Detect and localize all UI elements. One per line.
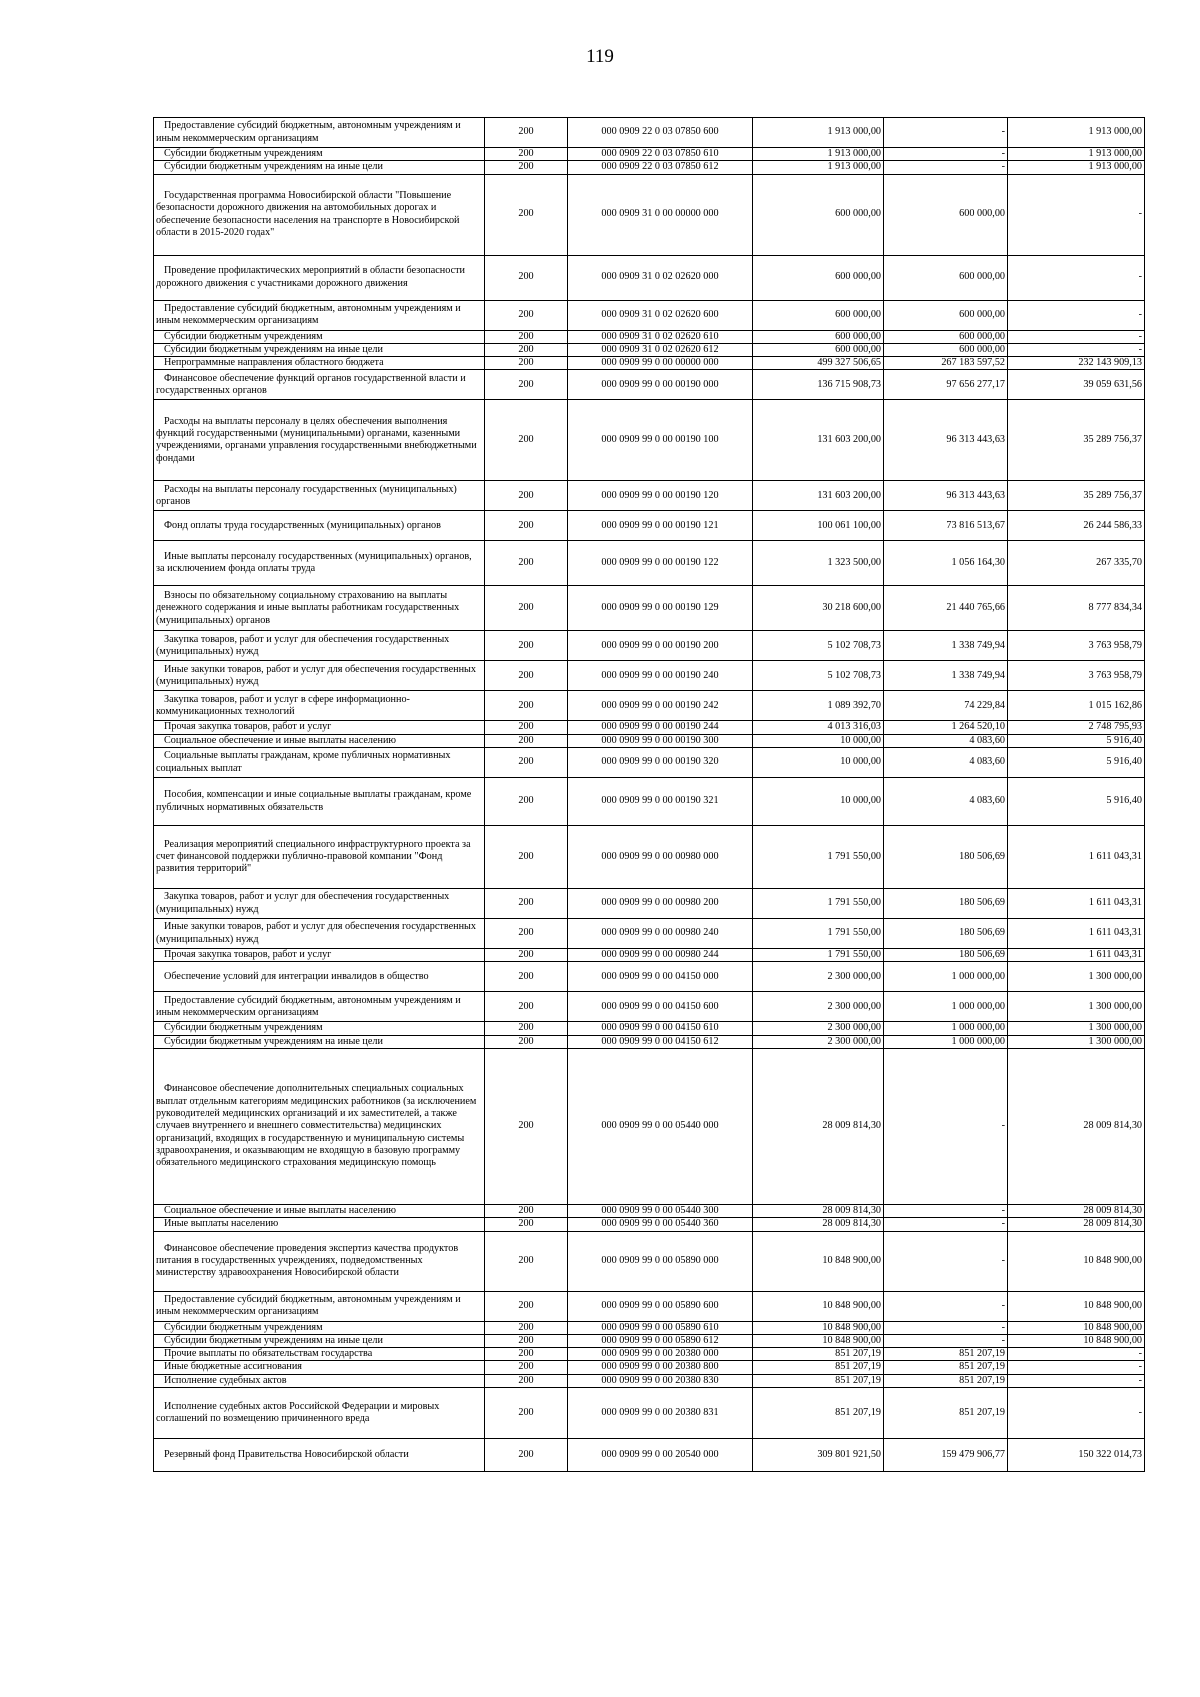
- row-amount-remaining-cell: -: [1008, 1361, 1145, 1374]
- row-amount-plan-cell: 131 603 200,00: [753, 481, 884, 511]
- row-name-cell: Иные бюджетные ассигнования: [154, 1361, 485, 1374]
- row-classification-cell: 000 0909 99 0 00 00190 000: [568, 370, 753, 400]
- row-amount-remaining-cell: 1 300 000,00: [1008, 962, 1145, 992]
- row-code-cell: 200: [485, 1022, 568, 1035]
- row-amount-plan-cell: 600 000,00: [753, 174, 884, 255]
- row-amount-plan-cell: 10 848 900,00: [753, 1231, 884, 1291]
- row-amount-remaining-cell: 5 916,40: [1008, 734, 1145, 747]
- row-name-cell: Финансовое обеспечение проведения экспертиз качества продуктов питания в государственных учреждениях, подведомственных министерству здравоохранения Новосибирской области: [154, 1231, 485, 1291]
- row-classification-cell: 000 0909 99 0 00 05440 000: [568, 1048, 753, 1204]
- row-amount-remaining-cell: 35 289 756,37: [1008, 400, 1145, 481]
- row-amount-plan-cell: 5 102 708,73: [753, 631, 884, 661]
- row-name-cell: Исполнение судебных актов Российской Федерации и мировых соглашений по возмещению причиненного вреда: [154, 1388, 485, 1439]
- row-amount-plan-cell: 28 009 814,30: [753, 1218, 884, 1231]
- row-code-cell: 200: [485, 481, 568, 511]
- row-classification-cell: 000 0909 99 0 00 00190 300: [568, 734, 753, 747]
- row-code-cell: 200: [485, 161, 568, 174]
- table-row: [154, 161, 1145, 174]
- row-amount-remaining-cell: 5 916,40: [1008, 748, 1145, 778]
- row-code-cell: 200: [485, 1439, 568, 1472]
- row-code-cell: 200: [485, 1321, 568, 1334]
- table-row: [154, 1218, 1145, 1231]
- row-classification-cell: 000 0909 99 0 00 00190 122: [568, 541, 753, 586]
- row-amount-remaining-cell: 1 300 000,00: [1008, 1035, 1145, 1048]
- row-amount-plan-cell: 131 603 200,00: [753, 400, 884, 481]
- row-amount-executed-cell: 600 000,00: [884, 174, 1008, 255]
- table-row: [154, 1048, 1145, 1204]
- row-amount-executed-cell: 1 056 164,30: [884, 541, 1008, 586]
- row-amount-remaining-cell: 28 009 814,30: [1008, 1204, 1145, 1217]
- row-amount-plan-cell: 600 000,00: [753, 343, 884, 356]
- row-amount-remaining-cell: 1 611 043,31: [1008, 889, 1145, 919]
- row-code-cell: 200: [485, 949, 568, 962]
- row-name-cell: Финансовое обеспечение функций органов государственной власти и государственных органов: [154, 370, 485, 400]
- row-amount-plan-cell: 1 913 000,00: [753, 161, 884, 174]
- row-amount-remaining-cell: 1 913 000,00: [1008, 118, 1145, 148]
- table-row: [154, 370, 1145, 400]
- table-row: [154, 330, 1145, 343]
- row-name-cell: Социальные выплаты гражданам, кроме публичных нормативных социальных выплат: [154, 748, 485, 778]
- table-row: [154, 826, 1145, 889]
- table-row: [154, 748, 1145, 778]
- table-row: [154, 1321, 1145, 1334]
- row-classification-cell: 000 0909 99 0 00 00190 242: [568, 691, 753, 721]
- row-amount-plan-cell: 136 715 908,73: [753, 370, 884, 400]
- row-classification-cell: 000 0909 99 0 00 05440 360: [568, 1218, 753, 1231]
- row-name-cell: Иные выплаты персоналу государственных (муниципальных) органов, за исключением фонда оплаты труда: [154, 541, 485, 586]
- row-amount-remaining-cell: -: [1008, 300, 1145, 330]
- row-amount-plan-cell: 1 913 000,00: [753, 118, 884, 148]
- row-code-cell: 200: [485, 721, 568, 734]
- row-amount-remaining-cell: 1 611 043,31: [1008, 826, 1145, 889]
- row-amount-plan-cell: 1 323 500,00: [753, 541, 884, 586]
- row-name-cell: Проведение профилактических мероприятий в области безопасности дорожного движения с участниками дорожного движения: [154, 255, 485, 300]
- row-classification-cell: 000 0909 99 0 00 00000 000: [568, 357, 753, 370]
- row-code-cell: 200: [485, 148, 568, 161]
- row-code-cell: 200: [485, 586, 568, 631]
- row-amount-remaining-cell: 1 611 043,31: [1008, 919, 1145, 949]
- row-amount-executed-cell: -: [884, 118, 1008, 148]
- row-classification-cell: 000 0909 31 0 02 02620 610: [568, 330, 753, 343]
- table-row: [154, 962, 1145, 992]
- row-code-cell: 200: [485, 541, 568, 586]
- row-amount-remaining-cell: 2 748 795,93: [1008, 721, 1145, 734]
- row-amount-plan-cell: 28 009 814,30: [753, 1048, 884, 1204]
- row-name-cell: Резервный фонд Правительства Новосибирской области: [154, 1439, 485, 1472]
- row-amount-remaining-cell: 35 289 756,37: [1008, 481, 1145, 511]
- row-amount-remaining-cell: -: [1008, 330, 1145, 343]
- row-code-cell: 200: [485, 919, 568, 949]
- row-classification-cell: 000 0909 22 0 03 07850 612: [568, 161, 753, 174]
- row-amount-remaining-cell: 3 763 958,79: [1008, 661, 1145, 691]
- table-row: [154, 357, 1145, 370]
- row-amount-plan-cell: 2 300 000,00: [753, 1022, 884, 1035]
- row-amount-plan-cell: 1 791 550,00: [753, 949, 884, 962]
- row-amount-executed-cell: 159 479 906,77: [884, 1439, 1008, 1472]
- row-amount-executed-cell: -: [884, 1334, 1008, 1347]
- row-name-cell: Иные выплаты населению: [154, 1218, 485, 1231]
- row-amount-remaining-cell: -: [1008, 1348, 1145, 1361]
- row-amount-plan-cell: 1 791 550,00: [753, 889, 884, 919]
- row-name-cell: Реализация мероприятий специального инфраструктурного проекта за счет финансовой поддержки публично-правовой компании "Фонд развития территорий": [154, 826, 485, 889]
- row-amount-remaining-cell: 1 913 000,00: [1008, 148, 1145, 161]
- row-code-cell: 200: [485, 962, 568, 992]
- table-row: [154, 778, 1145, 826]
- row-classification-cell: 000 0909 22 0 03 07850 610: [568, 148, 753, 161]
- table-row: [154, 1374, 1145, 1387]
- row-code-cell: 200: [485, 748, 568, 778]
- table-row: [154, 1439, 1145, 1472]
- row-amount-plan-cell: 1 791 550,00: [753, 919, 884, 949]
- table-row: [154, 300, 1145, 330]
- row-amount-plan-cell: 10 848 900,00: [753, 1321, 884, 1334]
- row-name-cell: Субсидии бюджетным учреждениям на иные цели: [154, 1035, 485, 1048]
- row-amount-executed-cell: -: [884, 1218, 1008, 1231]
- row-name-cell: Предоставление субсидий бюджетным, автономным учреждениям и иным некоммерческим организациям: [154, 1291, 485, 1321]
- row-amount-plan-cell: 100 061 100,00: [753, 511, 884, 541]
- row-amount-remaining-cell: 10 848 900,00: [1008, 1291, 1145, 1321]
- row-classification-cell: 000 0909 99 0 00 20380 800: [568, 1361, 753, 1374]
- row-classification-cell: 000 0909 99 0 00 00980 244: [568, 949, 753, 962]
- table-row: [154, 1361, 1145, 1374]
- row-name-cell: Обеспечение условий для интеграции инвалидов в общество: [154, 962, 485, 992]
- row-amount-plan-cell: 600 000,00: [753, 255, 884, 300]
- row-classification-cell: 000 0909 99 0 00 05440 300: [568, 1204, 753, 1217]
- row-amount-executed-cell: 1 338 749,94: [884, 661, 1008, 691]
- row-amount-executed-cell: -: [884, 1204, 1008, 1217]
- row-name-cell: Прочая закупка товаров, работ и услуг: [154, 721, 485, 734]
- row-name-cell: Предоставление субсидий бюджетным, автономным учреждениям и иным некоммерческим организациям: [154, 992, 485, 1022]
- row-name-cell: Закупка товаров, работ и услуг для обеспечения государственных (муниципальных) нужд: [154, 889, 485, 919]
- row-name-cell: Социальное обеспечение и иные выплаты населению: [154, 734, 485, 747]
- row-classification-cell: 000 0909 99 0 00 20540 000: [568, 1439, 753, 1472]
- row-name-cell: Иные закупки товаров, работ и услуг для обеспечения государственных (муниципальных) нужд: [154, 919, 485, 949]
- row-amount-remaining-cell: -: [1008, 1374, 1145, 1387]
- row-amount-plan-cell: 499 327 506,65: [753, 357, 884, 370]
- table-row: [154, 1291, 1145, 1321]
- row-code-cell: 200: [485, 734, 568, 747]
- row-name-cell: Фонд оплаты труда государственных (муниципальных) органов: [154, 511, 485, 541]
- row-name-cell: Субсидии бюджетным учреждениям на иные цели: [154, 161, 485, 174]
- row-amount-executed-cell: 600 000,00: [884, 330, 1008, 343]
- row-name-cell: Закупка товаров, работ и услуг для обеспечения государственных (муниципальных) нужд: [154, 631, 485, 661]
- row-classification-cell: 000 0909 22 0 03 07850 600: [568, 118, 753, 148]
- row-amount-remaining-cell: 10 848 900,00: [1008, 1231, 1145, 1291]
- row-classification-cell: 000 0909 99 0 00 00980 000: [568, 826, 753, 889]
- table-row: [154, 734, 1145, 747]
- row-amount-executed-cell: 1 000 000,00: [884, 962, 1008, 992]
- row-amount-executed-cell: -: [884, 1321, 1008, 1334]
- row-amount-remaining-cell: 267 335,70: [1008, 541, 1145, 586]
- row-classification-cell: 000 0909 99 0 00 04150 610: [568, 1022, 753, 1035]
- row-amount-plan-cell: 2 300 000,00: [753, 992, 884, 1022]
- table-row: [154, 1348, 1145, 1361]
- table-row: [154, 889, 1145, 919]
- row-amount-executed-cell: 851 207,19: [884, 1348, 1008, 1361]
- row-name-cell: Пособия, компенсации и иные социальные выплаты гражданам, кроме публичных нормативных обязательств: [154, 778, 485, 826]
- row-name-cell: Закупка товаров, работ и услуг в сфере информационно-коммуникационных технологий: [154, 691, 485, 721]
- row-classification-cell: 000 0909 99 0 00 04150 600: [568, 992, 753, 1022]
- row-code-cell: 200: [485, 1231, 568, 1291]
- row-amount-executed-cell: 96 313 443,63: [884, 400, 1008, 481]
- table-row: [154, 118, 1145, 148]
- row-name-cell: Расходы на выплаты персоналу государственных (муниципальных) органов: [154, 481, 485, 511]
- row-amount-executed-cell: 1 000 000,00: [884, 1022, 1008, 1035]
- row-name-cell: Субсидии бюджетным учреждениям на иные цели: [154, 343, 485, 356]
- row-code-cell: 200: [485, 330, 568, 343]
- row-amount-plan-cell: 5 102 708,73: [753, 661, 884, 691]
- row-classification-cell: 000 0909 99 0 00 00190 129: [568, 586, 753, 631]
- row-name-cell: Предоставление субсидий бюджетным, автономным учреждениям и иным некоммерческим организациям: [154, 300, 485, 330]
- row-amount-executed-cell: 180 506,69: [884, 949, 1008, 962]
- row-amount-executed-cell: 180 506,69: [884, 826, 1008, 889]
- table-row: [154, 148, 1145, 161]
- row-amount-remaining-cell: 28 009 814,30: [1008, 1218, 1145, 1231]
- table-row: [154, 1388, 1145, 1439]
- row-amount-plan-cell: 4 013 316,03: [753, 721, 884, 734]
- row-classification-cell: 000 0909 99 0 00 00980 200: [568, 889, 753, 919]
- row-amount-plan-cell: 600 000,00: [753, 300, 884, 330]
- table-row: [154, 1231, 1145, 1291]
- table-row: [154, 481, 1145, 511]
- row-amount-remaining-cell: -: [1008, 255, 1145, 300]
- row-amount-plan-cell: 309 801 921,50: [753, 1439, 884, 1472]
- row-code-cell: 200: [485, 511, 568, 541]
- row-amount-executed-cell: 4 083,60: [884, 778, 1008, 826]
- row-amount-plan-cell: 851 207,19: [753, 1374, 884, 1387]
- row-amount-executed-cell: 1 338 749,94: [884, 631, 1008, 661]
- row-code-cell: 200: [485, 1374, 568, 1387]
- row-classification-cell: 000 0909 99 0 00 20380 000: [568, 1348, 753, 1361]
- row-amount-executed-cell: 73 816 513,67: [884, 511, 1008, 541]
- row-classification-cell: 000 0909 99 0 00 00190 120: [568, 481, 753, 511]
- table-row: [154, 1035, 1145, 1048]
- row-code-cell: 200: [485, 118, 568, 148]
- row-classification-cell: 000 0909 31 0 02 02620 000: [568, 255, 753, 300]
- row-amount-remaining-cell: 10 848 900,00: [1008, 1321, 1145, 1334]
- row-code-cell: 200: [485, 1348, 568, 1361]
- row-amount-remaining-cell: -: [1008, 174, 1145, 255]
- table-row: [154, 511, 1145, 541]
- row-amount-plan-cell: 1 791 550,00: [753, 826, 884, 889]
- table-row: [154, 541, 1145, 586]
- row-amount-plan-cell: 1 913 000,00: [753, 148, 884, 161]
- row-code-cell: 200: [485, 1334, 568, 1347]
- row-classification-cell: 000 0909 99 0 00 00190 100: [568, 400, 753, 481]
- row-code-cell: 200: [485, 357, 568, 370]
- row-amount-executed-cell: 600 000,00: [884, 255, 1008, 300]
- table-row: [154, 174, 1145, 255]
- row-amount-executed-cell: 1 000 000,00: [884, 1035, 1008, 1048]
- row-code-cell: 200: [485, 778, 568, 826]
- row-code-cell: 200: [485, 1291, 568, 1321]
- row-classification-cell: 000 0909 99 0 00 00190 240: [568, 661, 753, 691]
- row-code-cell: 200: [485, 992, 568, 1022]
- table-row: [154, 255, 1145, 300]
- row-name-cell: Финансовое обеспечение дополнительных специальных социальных выплат отдельным категориям медицинских работников (за исключением руководителей медицинских организаций и их заместителей, а также случаев внутреннего и внешнего совместительства) медицинских организаций, входящих в государственную и муниципальную системы здравоохранения, и оказывающим не входящую в базовую программу обязательного медицинского страхования медицинскую помощь: [154, 1048, 485, 1204]
- row-name-cell: Непрограммные направления областного бюджета: [154, 357, 485, 370]
- row-amount-remaining-cell: -: [1008, 343, 1145, 356]
- table-row: [154, 400, 1145, 481]
- row-name-cell: Прочая закупка товаров, работ и услуг: [154, 949, 485, 962]
- row-name-cell: Социальное обеспечение и иные выплаты населению: [154, 1204, 485, 1217]
- row-classification-cell: 000 0909 99 0 00 05890 000: [568, 1231, 753, 1291]
- table-row: [154, 949, 1145, 962]
- row-amount-executed-cell: -: [884, 161, 1008, 174]
- row-code-cell: 200: [485, 691, 568, 721]
- row-amount-plan-cell: 1 089 392,70: [753, 691, 884, 721]
- table-row: [154, 661, 1145, 691]
- row-amount-remaining-cell: 150 322 014,73: [1008, 1439, 1145, 1472]
- row-amount-executed-cell: 4 083,60: [884, 734, 1008, 747]
- row-name-cell: Прочие выплаты по обязательствам государства: [154, 1348, 485, 1361]
- row-amount-plan-cell: 10 000,00: [753, 778, 884, 826]
- row-name-cell: Исполнение судебных актов: [154, 1374, 485, 1387]
- row-code-cell: 200: [485, 1218, 568, 1231]
- row-amount-executed-cell: 97 656 277,17: [884, 370, 1008, 400]
- row-amount-remaining-cell: 1 300 000,00: [1008, 1022, 1145, 1035]
- row-classification-cell: 000 0909 99 0 00 00190 244: [568, 721, 753, 734]
- row-classification-cell: 000 0909 99 0 00 05890 600: [568, 1291, 753, 1321]
- row-amount-executed-cell: 21 440 765,66: [884, 586, 1008, 631]
- row-amount-remaining-cell: 10 848 900,00: [1008, 1334, 1145, 1347]
- row-amount-plan-cell: 10 000,00: [753, 748, 884, 778]
- row-amount-executed-cell: 851 207,19: [884, 1361, 1008, 1374]
- row-classification-cell: 000 0909 99 0 00 20380 830: [568, 1374, 753, 1387]
- table-row: [154, 919, 1145, 949]
- page-number: 119: [586, 46, 614, 67]
- row-amount-remaining-cell: 1 300 000,00: [1008, 992, 1145, 1022]
- row-amount-plan-cell: 30 218 600,00: [753, 586, 884, 631]
- row-amount-plan-cell: 28 009 814,30: [753, 1204, 884, 1217]
- row-amount-remaining-cell: 1 611 043,31: [1008, 949, 1145, 962]
- row-amount-remaining-cell: 8 777 834,34: [1008, 586, 1145, 631]
- row-code-cell: 200: [485, 826, 568, 889]
- row-classification-cell: 000 0909 31 0 02 02620 600: [568, 300, 753, 330]
- budget-table: [153, 117, 1145, 1472]
- table-row: [154, 343, 1145, 356]
- table-row: [154, 1334, 1145, 1347]
- row-name-cell: Субсидии бюджетным учреждениям: [154, 148, 485, 161]
- row-amount-remaining-cell: -: [1008, 1388, 1145, 1439]
- row-name-cell: Иные закупки товаров, работ и услуг для обеспечения государственных (муниципальных) нужд: [154, 661, 485, 691]
- row-code-cell: 200: [485, 631, 568, 661]
- row-code-cell: 200: [485, 1361, 568, 1374]
- row-classification-cell: 000 0909 31 0 00 00000 000: [568, 174, 753, 255]
- row-amount-executed-cell: 180 506,69: [884, 919, 1008, 949]
- row-name-cell: Субсидии бюджетным учреждениям: [154, 1321, 485, 1334]
- row-amount-remaining-cell: 26 244 586,33: [1008, 511, 1145, 541]
- row-name-cell: Государственная программа Новосибирской области "Повышение безопасности дорожного движения на автомобильных дорогах и обеспечение безопасности населения на транспорте в Новосибирской области в 2015-2020 годах": [154, 174, 485, 255]
- row-amount-remaining-cell: 28 009 814,30: [1008, 1048, 1145, 1204]
- row-amount-executed-cell: 851 207,19: [884, 1374, 1008, 1387]
- budget-table-body: [154, 118, 1145, 1472]
- row-amount-remaining-cell: 232 143 909,13: [1008, 357, 1145, 370]
- row-classification-cell: 000 0909 99 0 00 20380 831: [568, 1388, 753, 1439]
- row-code-cell: 200: [485, 1388, 568, 1439]
- row-amount-executed-cell: -: [884, 1048, 1008, 1204]
- row-classification-cell: 000 0909 99 0 00 00190 200: [568, 631, 753, 661]
- row-amount-plan-cell: 10 848 900,00: [753, 1291, 884, 1321]
- row-classification-cell: 000 0909 99 0 00 00190 121: [568, 511, 753, 541]
- row-amount-plan-cell: 851 207,19: [753, 1348, 884, 1361]
- row-amount-plan-cell: 2 300 000,00: [753, 1035, 884, 1048]
- row-classification-cell: 000 0909 31 0 02 02620 612: [568, 343, 753, 356]
- row-amount-plan-cell: 600 000,00: [753, 330, 884, 343]
- row-code-cell: 200: [485, 1204, 568, 1217]
- row-name-cell: Предоставление субсидий бюджетным, автономным учреждениям и иным некоммерческим организациям: [154, 118, 485, 148]
- row-amount-plan-cell: 10 848 900,00: [753, 1334, 884, 1347]
- row-name-cell: Субсидии бюджетным учреждениям: [154, 1022, 485, 1035]
- row-amount-executed-cell: 1 264 520,10: [884, 721, 1008, 734]
- row-amount-plan-cell: 2 300 000,00: [753, 962, 884, 992]
- row-classification-cell: 000 0909 99 0 00 00190 320: [568, 748, 753, 778]
- row-classification-cell: 000 0909 99 0 00 00980 240: [568, 919, 753, 949]
- row-amount-executed-cell: -: [884, 1231, 1008, 1291]
- row-classification-cell: 000 0909 99 0 00 05890 610: [568, 1321, 753, 1334]
- row-name-cell: Расходы на выплаты персоналу в целях обеспечения выполнения функций государственными (муниципальными) органами, казенными учреждениями, органами управления государственными внебюджетными фондами: [154, 400, 485, 481]
- row-amount-executed-cell: 96 313 443,63: [884, 481, 1008, 511]
- row-amount-executed-cell: 267 183 597,52: [884, 357, 1008, 370]
- table-row: [154, 631, 1145, 661]
- row-amount-remaining-cell: 3 763 958,79: [1008, 631, 1145, 661]
- row-name-cell: Субсидии бюджетным учреждениям на иные цели: [154, 1334, 485, 1347]
- row-amount-plan-cell: 10 000,00: [753, 734, 884, 747]
- row-amount-executed-cell: 1 000 000,00: [884, 992, 1008, 1022]
- row-code-cell: 200: [485, 343, 568, 356]
- table-row: [154, 721, 1145, 734]
- table-row: [154, 992, 1145, 1022]
- row-amount-executed-cell: 74 229,84: [884, 691, 1008, 721]
- row-amount-executed-cell: -: [884, 1291, 1008, 1321]
- table-row: [154, 691, 1145, 721]
- row-amount-executed-cell: 851 207,19: [884, 1388, 1008, 1439]
- row-amount-plan-cell: 851 207,19: [753, 1388, 884, 1439]
- table-row: [154, 1022, 1145, 1035]
- row-code-cell: 200: [485, 370, 568, 400]
- row-classification-cell: 000 0909 99 0 00 05890 612: [568, 1334, 753, 1347]
- table-row: [154, 586, 1145, 631]
- row-amount-remaining-cell: 1 015 162,86: [1008, 691, 1145, 721]
- row-code-cell: 200: [485, 1048, 568, 1204]
- row-code-cell: 200: [485, 661, 568, 691]
- row-amount-executed-cell: 4 083,60: [884, 748, 1008, 778]
- row-code-cell: 200: [485, 255, 568, 300]
- row-code-cell: 200: [485, 300, 568, 330]
- row-amount-remaining-cell: 5 916,40: [1008, 778, 1145, 826]
- row-code-cell: 200: [485, 889, 568, 919]
- row-amount-remaining-cell: 39 059 631,56: [1008, 370, 1145, 400]
- row-code-cell: 200: [485, 174, 568, 255]
- row-amount-remaining-cell: 1 913 000,00: [1008, 161, 1145, 174]
- row-amount-executed-cell: -: [884, 148, 1008, 161]
- table-row: [154, 1204, 1145, 1217]
- row-classification-cell: 000 0909 99 0 00 04150 612: [568, 1035, 753, 1048]
- row-name-cell: Взносы по обязательному социальному страхованию на выплаты денежного содержания и иные выплаты работникам государственных (муниципальных) органов: [154, 586, 485, 631]
- row-classification-cell: 000 0909 99 0 00 00190 321: [568, 778, 753, 826]
- row-name-cell: Субсидии бюджетным учреждениям: [154, 330, 485, 343]
- row-amount-executed-cell: 600 000,00: [884, 300, 1008, 330]
- row-amount-executed-cell: 600 000,00: [884, 343, 1008, 356]
- row-amount-plan-cell: 851 207,19: [753, 1361, 884, 1374]
- row-code-cell: 200: [485, 400, 568, 481]
- row-code-cell: 200: [485, 1035, 568, 1048]
- row-amount-executed-cell: 180 506,69: [884, 889, 1008, 919]
- row-classification-cell: 000 0909 99 0 00 04150 000: [568, 962, 753, 992]
